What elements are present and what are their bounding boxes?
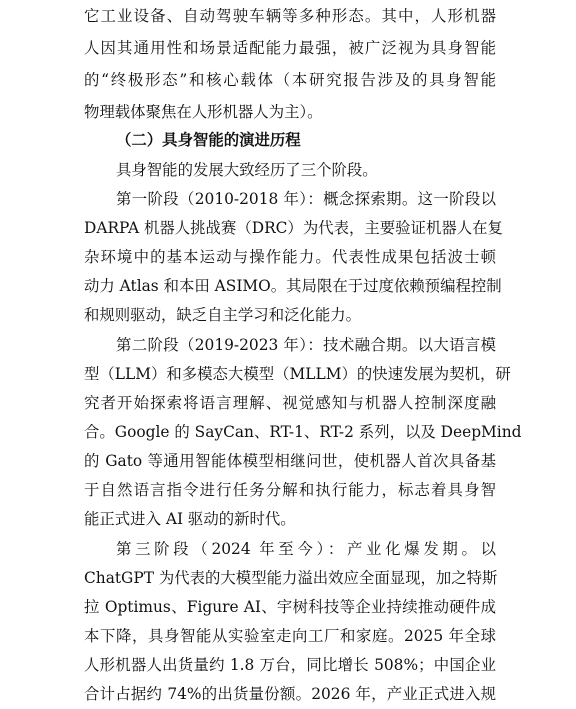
paragraph-line: 第三阶段（2024 年至今）：产业化爆发期。以 <box>116 540 496 558</box>
section-heading: （二）具身智能的演进历程 <box>116 131 301 149</box>
paragraph-line: 拉 Optimus、Figure AI、宇树科技等企业持续推动硬件成 <box>84 598 496 616</box>
paragraph-line: 本下降，具身智能从实验室走向工厂和家庭。2025 年全球 <box>84 627 496 645</box>
paragraph-line: 动力 Atlas 和本田 ASIMO。其局限在于过度依赖预编程控制 <box>84 277 502 295</box>
paragraph-line: 的“终极形态”和核心载体（本研究报告涉及的具身智能 <box>84 71 496 89</box>
paragraph-line: 的 Gato 等通用智能体模型相继问世，使机器人首次具备基 <box>84 452 496 470</box>
paragraph-line: 和规则驱动，缺乏自主学习和泛化能力。 <box>84 306 362 324</box>
paragraph-line: 人因其通用性和场景适配能力最强，被广泛视为具身智能 <box>84 39 496 57</box>
paragraph-line: 究者开始探索将语言理解、视觉感知与机器人控制深度融 <box>84 394 496 412</box>
paragraph-line: 第二阶段（2019-2023 年）：技术融合期。以大语言模 <box>116 336 496 354</box>
paragraph-line: DARPA 机器人挑战赛（DRC）为代表，主要验证机器人在复 <box>84 219 503 237</box>
paragraph-line: 能正式进入 AI 驱动的新时代。 <box>84 510 296 528</box>
paragraph-line: 合。Google 的 SayCan、RT-1、RT-2 系列，以及 DeepMind <box>84 423 522 441</box>
paragraph-line: ChatGPT 为代表的大模型能力溢出效应全面显现，加之特斯 <box>84 569 498 587</box>
paragraph-line: 于自然语言指令进行任务分解和执行能力，标志着具身智 <box>84 481 496 499</box>
paragraph-line: 合计占据约 74%的出货量份额。2026 年，产业正式进入规 <box>84 685 496 703</box>
paragraph-line: 型（LLM）和多模态大模型（MLLM）的快速发展为契机，研 <box>84 365 511 383</box>
paragraph-line: 人形机器人出货量约 1.8 万台，同比增长 508%；中国企业 <box>84 656 496 674</box>
paragraph-line: 杂环境中的基本运动与操作能力。代表性成果包括波士顿 <box>84 248 496 266</box>
paragraph-line: 物理载体聚焦在人形机器人为主）。 <box>84 103 323 121</box>
paragraph-line: 它工业设备、自动驾驶车辆等多种形态。其中，人形机器 <box>84 7 496 25</box>
paragraph-line: 第一阶段（2010-2018 年）：概念探索期。这一阶段以 <box>116 190 496 208</box>
paragraph-line: 具身智能的发展大致经历了三个阶段。 <box>116 161 378 179</box>
